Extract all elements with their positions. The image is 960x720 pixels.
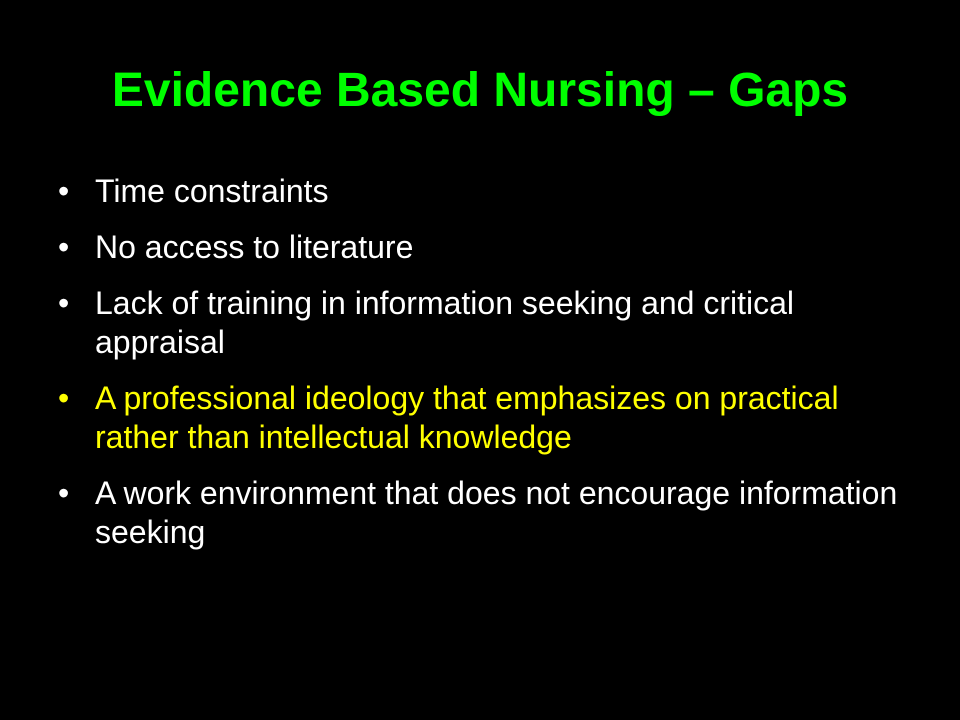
bullet-dot-icon: • xyxy=(58,229,70,265)
bullet-dot-icon: • xyxy=(58,475,70,511)
bullet-item-work-environment xyxy=(58,474,918,552)
slide-title: Evidence Based Nursing – Gaps xyxy=(111,64,849,117)
bullet-dot-icon: • xyxy=(58,173,70,209)
bullet-dot-icon: • xyxy=(58,285,70,321)
bullet-text: Lack of training in information seeking and critical appraisal xyxy=(95,285,795,360)
bullet-item-professional-ideology xyxy=(58,379,918,457)
bullet-text: A professional ideology that emphasizes on practical rather than intellectual knowledge xyxy=(95,380,839,455)
bullet-item-time-constraints xyxy=(58,172,918,211)
bullet-text: A work environment that does not encourage information seeking xyxy=(95,475,898,550)
bullet-text: Time constraints xyxy=(95,173,329,209)
bullet-item-lack-of-training xyxy=(58,284,918,362)
bullet-item-no-access xyxy=(58,228,918,267)
bullet-list xyxy=(58,172,918,569)
bullet-dot-icon: • xyxy=(58,380,70,416)
bullet-text: No access to literature xyxy=(95,229,414,265)
